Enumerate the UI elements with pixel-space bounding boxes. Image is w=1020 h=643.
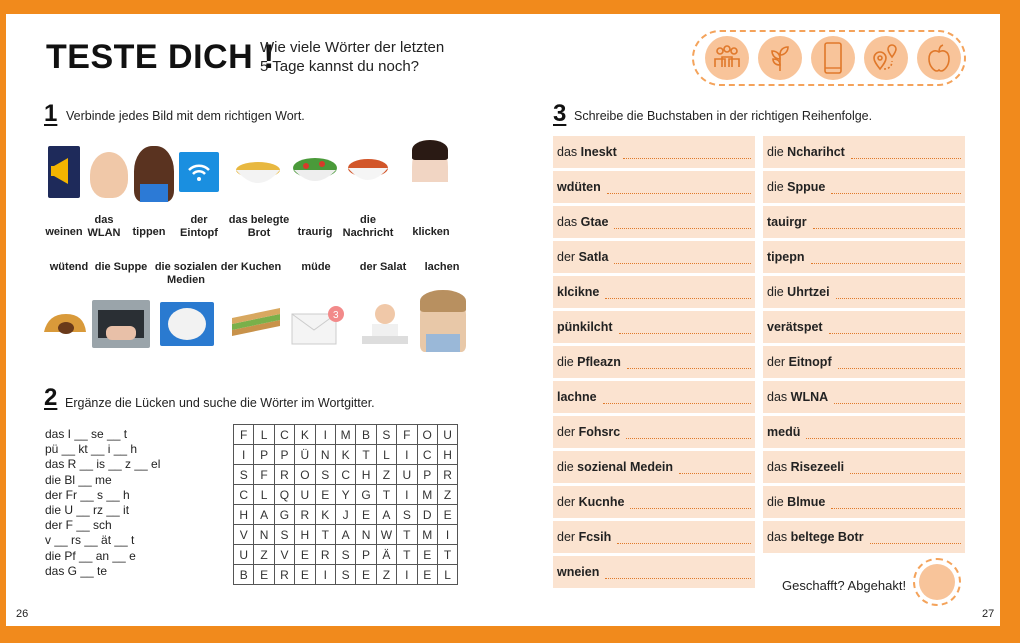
wifi-image[interactable]: [179, 152, 219, 192]
grid-cell[interactable]: I: [315, 565, 335, 585]
scramble-column-right: [763, 136, 965, 556]
gap-item[interactable]: der Fr __ s __ h: [45, 487, 130, 502]
answer-line[interactable]: [607, 193, 751, 194]
section-2-instruction: Ergänze die Lücken und suche die Wörter im Wortgitter.: [65, 396, 375, 410]
grid-row: [234, 565, 458, 585]
done-checkbox[interactable]: [913, 558, 961, 606]
grid-cell[interactable]: S: [335, 545, 355, 565]
answer-line[interactable]: [614, 263, 751, 264]
grid-cell[interactable]: T: [356, 445, 376, 465]
grid-cell[interactable]: T: [437, 545, 457, 565]
scramble-row: [553, 241, 755, 273]
gap-word-list: [45, 427, 160, 579]
grid-cell[interactable]: A: [254, 505, 274, 525]
scramble-letters: sozienal Medein: [577, 460, 674, 474]
grid-cell[interactable]: P: [274, 445, 294, 465]
scramble-article: die: [557, 460, 574, 474]
scramble-word: [557, 495, 624, 509]
grid-cell[interactable]: T: [397, 545, 417, 565]
word-wuetend: wütend: [49, 261, 89, 273]
scramble-row: [763, 171, 965, 203]
grid-cell[interactable]: T: [397, 525, 417, 545]
grid-cell[interactable]: C: [335, 465, 355, 485]
grid-cell[interactable]: E: [356, 565, 376, 585]
apple-icon: [917, 36, 961, 80]
scramble-letters: Satla: [578, 250, 609, 264]
grid-cell[interactable]: N: [356, 525, 376, 545]
scramble-letters: Ncharihct: [787, 145, 845, 159]
grid-cell[interactable]: T: [315, 525, 335, 545]
grid-cell[interactable]: O: [295, 465, 315, 485]
scramble-word: [767, 390, 828, 404]
scramble-letters: Fcsih: [578, 530, 612, 544]
scramble-word: [767, 425, 800, 439]
word-die-suppe: die Suppe: [94, 261, 148, 273]
grid-cell[interactable]: I: [315, 425, 335, 445]
grid-cell[interactable]: F: [254, 465, 274, 485]
section-3-number: 3: [553, 100, 567, 127]
scramble-article: die: [767, 285, 784, 299]
scramble-letters: Gtae: [580, 215, 609, 229]
gap-item[interactable]: pü __ kt __ i __ h: [45, 442, 138, 457]
scramble-word: [767, 145, 845, 159]
laptop-typing-image[interactable]: [92, 300, 150, 348]
scramble-row: [763, 136, 965, 168]
scramble-word: [557, 320, 613, 334]
grid-cell[interactable]: Ü: [295, 445, 315, 465]
grid-cell[interactable]: R: [274, 465, 294, 485]
grid-cell[interactable]: Q: [274, 485, 294, 505]
grid-cell[interactable]: R: [437, 465, 457, 485]
grid-cell[interactable]: L: [254, 425, 274, 445]
answer-line[interactable]: [614, 228, 751, 229]
grid-cell[interactable]: B: [234, 565, 254, 585]
scramble-letters: pünkilcht: [557, 320, 613, 334]
page-title: TESTE DICH !: [46, 38, 275, 76]
scramble-article: die: [557, 355, 574, 369]
grid-row: [234, 445, 458, 465]
scramble-row: [553, 381, 755, 413]
section-3-instruction: Schreibe die Buchstaben in der richtigen Reihenfolge.: [574, 109, 873, 123]
scramble-letters: Pfleazn: [577, 355, 621, 369]
grid-cell[interactable]: W: [376, 525, 396, 545]
grid-cell[interactable]: G: [274, 505, 294, 525]
grid-cell[interactable]: D: [417, 505, 437, 525]
answer-line[interactable]: [834, 403, 961, 404]
scramble-word: [557, 355, 621, 369]
scramble-word: [557, 565, 599, 579]
scramble-word: [767, 495, 825, 509]
scramble-word: [767, 320, 823, 334]
answer-line[interactable]: [603, 403, 751, 404]
scramble-letters: Uhrtzei: [787, 285, 830, 299]
scramble-row: [553, 171, 755, 203]
scramble-word: [767, 180, 825, 194]
scramble-letters: klcikne: [557, 285, 600, 299]
answer-line[interactable]: [630, 508, 751, 509]
answer-line[interactable]: [605, 298, 751, 299]
grid-cell[interactable]: V: [234, 525, 254, 545]
crying-baby-image[interactable]: [90, 152, 128, 198]
scramble-column-left: [553, 136, 755, 591]
grid-cell[interactable]: C: [234, 485, 254, 505]
word-die-sozialen-medien: die sozialen Medien: [154, 261, 218, 286]
grid-cell[interactable]: I: [397, 565, 417, 585]
answer-line[interactable]: [836, 298, 961, 299]
salad-bowl-image[interactable]: [290, 154, 340, 188]
scramble-row: [553, 521, 755, 553]
stew-bowl-image[interactable]: [346, 154, 390, 190]
grid-cell[interactable]: J: [335, 505, 355, 525]
grid-cell[interactable]: A: [376, 505, 396, 525]
scramble-row: [763, 311, 965, 343]
gap-item[interactable]: das G __ te: [45, 563, 108, 578]
grid-cell[interactable]: H: [437, 445, 457, 465]
scramble-word: [557, 250, 608, 264]
cake-image[interactable]: [42, 308, 88, 344]
scramble-word: [767, 460, 844, 474]
done-label: Geschafft? Abgehakt!: [782, 578, 907, 593]
grid-cell[interactable]: K: [335, 445, 355, 465]
scramble-article: das: [767, 460, 788, 474]
scramble-word: [557, 530, 611, 544]
gap-item[interactable]: der F __ sch: [45, 518, 112, 533]
answer-line[interactable]: [623, 158, 751, 159]
grid-cell[interactable]: F: [397, 425, 417, 445]
tired-girl-image[interactable]: [420, 290, 466, 352]
people-icon: [705, 36, 749, 80]
grid-cell[interactable]: E: [315, 485, 335, 505]
sandwich-image[interactable]: [228, 306, 284, 344]
grid-cell[interactable]: S: [234, 465, 254, 485]
plant-icon: [758, 36, 802, 80]
grid-cell[interactable]: P: [417, 465, 437, 485]
grid-cell[interactable]: E: [437, 505, 457, 525]
grid-cell[interactable]: I: [234, 445, 254, 465]
grid-cell[interactable]: Z: [376, 465, 396, 485]
grid-cell[interactable]: S: [335, 565, 355, 585]
answer-line[interactable]: [831, 193, 961, 194]
scramble-row: [763, 416, 965, 448]
grid-cell[interactable]: M: [417, 525, 437, 545]
scramble-row: [763, 206, 965, 238]
grid-cell[interactable]: U: [234, 545, 254, 565]
grid-cell[interactable]: H: [234, 505, 254, 525]
grid-cell[interactable]: Z: [376, 565, 396, 585]
grid-cell[interactable]: E: [356, 505, 376, 525]
word-traurig: traurig: [297, 226, 333, 238]
word-search-grid: [233, 424, 458, 585]
grid-cell[interactable]: H: [295, 525, 315, 545]
section-2-number: 2: [44, 384, 58, 411]
word-das-wlan: das WLAN: [87, 214, 121, 239]
grid-row: [234, 425, 458, 445]
gap-item[interactable]: die U __ rz __ it: [45, 503, 130, 518]
scramble-article: das: [557, 215, 578, 229]
grid-cell[interactable]: C: [417, 445, 437, 465]
answer-line[interactable]: [626, 438, 751, 439]
answer-line[interactable]: [813, 228, 961, 229]
grid-cell[interactable]: V: [274, 545, 294, 565]
laughing-boy-image[interactable]: [134, 146, 174, 202]
grid-cell[interactable]: S: [274, 525, 294, 545]
scramble-row: [763, 381, 965, 413]
scramble-article: der: [557, 530, 576, 544]
scramble-letters: Eitnopf: [788, 355, 832, 369]
scramble-row: [763, 486, 965, 518]
grid-cell[interactable]: I: [397, 445, 417, 465]
scramble-article: die: [767, 495, 784, 509]
grid-cell[interactable]: I: [397, 485, 417, 505]
grid-cell[interactable]: Z: [437, 485, 457, 505]
word-die-nachricht: die Nachricht: [342, 214, 394, 239]
scramble-letters: medü: [767, 425, 801, 439]
grid-cell[interactable]: R: [315, 545, 335, 565]
subtitle-line-1: Wie viele Wörter der letzten: [260, 39, 445, 56]
answer-line[interactable]: [806, 438, 961, 439]
grid-cell[interactable]: S: [315, 465, 335, 485]
scramble-letters: tauirgr: [767, 215, 807, 229]
scramble-row: [553, 206, 755, 238]
grid-cell[interactable]: S: [376, 425, 396, 445]
grid-cell[interactable]: R: [274, 565, 294, 585]
scramble-word: [557, 215, 608, 229]
grid-row: [234, 485, 458, 505]
word-der-eintopf: der Eintopf: [180, 214, 218, 239]
scramble-letters: Fohsrc: [578, 425, 621, 439]
word-lachen: lachen: [424, 261, 460, 273]
grid-cell[interactable]: Z: [254, 545, 274, 565]
scramble-letters: wneien: [557, 565, 600, 579]
scramble-letters: Risezeeli: [790, 460, 845, 474]
grid-cell[interactable]: M: [335, 425, 355, 445]
grid-cell[interactable]: G: [356, 485, 376, 505]
grid-row: [234, 525, 458, 545]
gap-item[interactable]: das I __ se __ t: [45, 427, 128, 441]
answer-line[interactable]: [617, 543, 751, 544]
subtitle-line-2: 5 Tage kannst du noch?: [260, 58, 420, 75]
grid-cell[interactable]: U: [295, 485, 315, 505]
scramble-row: [763, 521, 965, 553]
svg-text:3: 3: [333, 310, 339, 321]
map-pin-icon: [864, 36, 908, 80]
megaphone-image[interactable]: [48, 146, 80, 198]
gap-item[interactable]: die Bl __ me: [45, 472, 112, 487]
scramble-word: [767, 215, 807, 229]
scramble-article: das: [767, 530, 788, 544]
scramble-row: [553, 416, 755, 448]
scramble-article: die: [767, 145, 784, 159]
scramble-word: [557, 180, 601, 194]
grid-cell[interactable]: K: [295, 425, 315, 445]
grid-cell[interactable]: P: [356, 545, 376, 565]
grid-cell[interactable]: N: [254, 525, 274, 545]
topic-icons-bar: [692, 30, 966, 86]
grid-cell[interactable]: I: [437, 525, 457, 545]
section-1-instruction: Verbinde jedes Bild mit dem richtigen Wort.: [66, 109, 305, 123]
answer-line[interactable]: [619, 333, 751, 334]
scramble-row: [553, 556, 755, 588]
answer-line[interactable]: [870, 543, 961, 544]
grid-row: [234, 465, 458, 485]
scramble-row: [763, 276, 965, 308]
word-der-salat: der Salat: [359, 261, 407, 273]
grid-cell[interactable]: Ä: [376, 545, 396, 565]
grid-cell[interactable]: A: [335, 525, 355, 545]
page-number-left: 26: [16, 608, 29, 620]
page-subtitle: [260, 38, 444, 76]
answer-line[interactable]: [850, 473, 961, 474]
scramble-letters: wdüten: [557, 180, 601, 194]
scramble-letters: Sppue: [787, 180, 826, 194]
grid-cell[interactable]: M: [417, 485, 437, 505]
scramble-article: der: [557, 250, 576, 264]
answer-line[interactable]: [811, 263, 961, 264]
grid-cell[interactable]: E: [417, 565, 437, 585]
grid-cell[interactable]: E: [254, 565, 274, 585]
scramble-letters: lachne: [557, 390, 597, 404]
scramble-row: [763, 346, 965, 378]
grid-row: [234, 545, 458, 565]
answer-line[interactable]: [831, 508, 961, 509]
grid-cell[interactable]: E: [295, 565, 315, 585]
word-muede: müde: [301, 261, 331, 273]
scramble-article: der: [557, 495, 576, 509]
scramble-letters: Kucnhe: [578, 495, 625, 509]
word-das-belegte-brot: das belegte Brot: [228, 214, 290, 239]
scramble-word: [767, 530, 864, 544]
gap-item[interactable]: v __ rs __ ät __ t: [45, 533, 135, 548]
word-tippen: tippen: [132, 226, 166, 238]
scramble-article: der: [557, 425, 576, 439]
scramble-row: [553, 486, 755, 518]
grid-cell[interactable]: B: [356, 425, 376, 445]
scramble-row: [553, 311, 755, 343]
scramble-article: das: [767, 390, 788, 404]
grid-cell[interactable]: L: [376, 445, 396, 465]
answer-line[interactable]: [851, 158, 961, 159]
toddler-chair-image[interactable]: [358, 300, 412, 352]
grid-cell[interactable]: L: [437, 565, 457, 585]
smartphone-icon: [811, 36, 855, 80]
grid-cell[interactable]: L: [254, 485, 274, 505]
workbook-page: [6, 14, 1000, 626]
grid-cell[interactable]: Y: [335, 485, 355, 505]
scramble-article: der: [767, 355, 786, 369]
word-der-kuchen: der Kuchen: [220, 261, 282, 273]
grid-cell[interactable]: H: [356, 465, 376, 485]
answer-line[interactable]: [838, 368, 961, 369]
grid-cell[interactable]: R: [295, 505, 315, 525]
answer-line[interactable]: [829, 333, 961, 334]
grid-cell[interactable]: T: [376, 485, 396, 505]
word-klicken: klicken: [412, 226, 450, 238]
scramble-word: [557, 390, 597, 404]
page-number-right: 27: [982, 608, 995, 620]
section-1-number: 1: [44, 100, 58, 127]
grid-cell[interactable]: N: [315, 445, 335, 465]
grid-cell[interactable]: F: [234, 425, 254, 445]
scramble-word: [767, 250, 805, 264]
scramble-word: [767, 285, 830, 299]
answer-line[interactable]: [605, 578, 751, 579]
scramble-row: [553, 276, 755, 308]
scramble-word: [557, 145, 617, 159]
computer-mouse-image[interactable]: [160, 302, 214, 346]
scramble-row: [763, 451, 965, 483]
scramble-word: [557, 285, 599, 299]
grid-cell[interactable]: S: [397, 505, 417, 525]
scramble-word: [557, 425, 620, 439]
grid-cell[interactable]: P: [254, 445, 274, 465]
scramble-row: [553, 451, 755, 483]
scramble-letters: beltege Botr: [790, 530, 864, 544]
answer-line[interactable]: [627, 368, 751, 369]
gap-item[interactable]: das R __ is __ z __ el: [45, 457, 161, 472]
grid-cell[interactable]: E: [417, 545, 437, 565]
word-weinen: weinen: [45, 226, 83, 238]
scramble-article: das: [557, 145, 578, 159]
gap-item[interactable]: die Pf __ an __ e: [45, 548, 136, 563]
grid-cell[interactable]: U: [437, 425, 457, 445]
scramble-row: [553, 136, 755, 168]
scramble-row: [763, 241, 965, 273]
scramble-letters: tipepn: [767, 250, 805, 264]
grid-cell[interactable]: C: [274, 425, 294, 445]
sulking-girl-image[interactable]: [412, 140, 448, 208]
grid-cell[interactable]: U: [397, 465, 417, 485]
scramble-letters: WLNA: [790, 390, 829, 404]
grid-cell[interactable]: O: [417, 425, 437, 445]
grid-cell[interactable]: K: [315, 505, 335, 525]
scramble-word: [767, 355, 832, 369]
envelope-notification-image[interactable]: [290, 304, 346, 346]
scramble-word: [557, 460, 673, 474]
scramble-row: [553, 346, 755, 378]
grid-row: [234, 505, 458, 525]
scramble-letters: verätspet: [767, 320, 823, 334]
scramble-letters: Ineskt: [580, 145, 617, 159]
soup-bowl-image[interactable]: [234, 154, 282, 190]
scramble-letters: Blmue: [787, 495, 826, 509]
answer-line[interactable]: [679, 473, 751, 474]
scramble-article: die: [767, 180, 784, 194]
grid-cell[interactable]: E: [295, 545, 315, 565]
